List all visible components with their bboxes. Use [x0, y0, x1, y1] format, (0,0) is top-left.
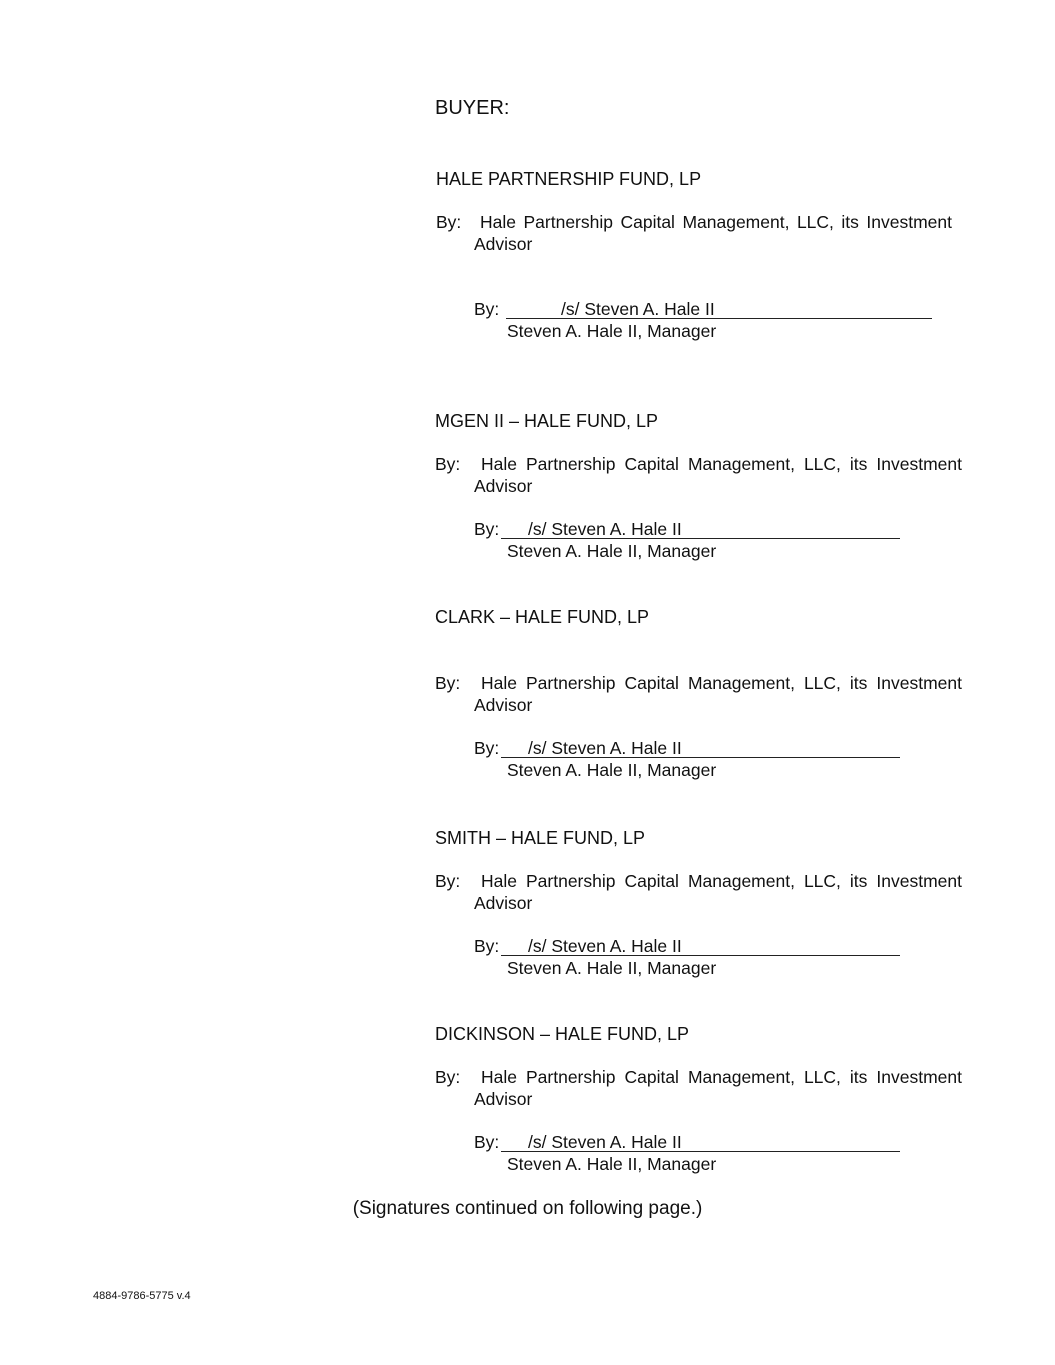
signature-by-label: By: — [474, 299, 500, 319]
fund-name: HALE PARTNERSHIP FUND, LP — [436, 169, 702, 189]
buyer-label: BUYER: — [435, 97, 510, 119]
signer-name: Steven A. Hale II, Manager — [507, 321, 717, 341]
by-label: By: — [435, 454, 461, 474]
advisor-text: Hale Partnership Capital Management, LLC, its Investment — [481, 871, 962, 891]
signature-by-label: By: — [474, 519, 500, 539]
signer-name: Steven A. Hale II, Manager — [507, 958, 717, 978]
fund-name: CLARK – HALE FUND, LP — [435, 607, 650, 627]
fund-name: SMITH – HALE FUND, LP — [435, 828, 646, 848]
advisor-text-cont: Advisor — [474, 893, 533, 913]
continued-note: (Signatures continued on following page.) — [352, 1198, 703, 1219]
signature: /s/ Steven A. Hale II — [561, 299, 715, 319]
document-id: 4884-9786-5775 v.4 — [93, 1290, 191, 1302]
advisor-text: Hale Partnership Capital Management, LLC, its Investment — [481, 454, 962, 474]
advisor-text: Hale Partnership Capital Management, LLC, its Investment — [481, 1067, 962, 1087]
by-label: By: — [436, 212, 462, 232]
signer-name: Steven A. Hale II, Manager — [507, 1154, 717, 1174]
by-label: By: — [435, 673, 461, 693]
signature: /s/ Steven A. Hale II — [528, 936, 682, 956]
signature-by-label: By: — [474, 738, 500, 758]
advisor-text-cont: Advisor — [474, 234, 533, 254]
advisor-text-cont: Advisor — [474, 695, 533, 715]
signer-name: Steven A. Hale II, Manager — [507, 541, 717, 561]
signature: /s/ Steven A. Hale II — [528, 1132, 682, 1152]
signer-name: Steven A. Hale II, Manager — [507, 760, 717, 780]
fund-name: MGEN II – HALE FUND, LP — [435, 411, 659, 431]
by-label: By: — [435, 1067, 461, 1087]
advisor-text-cont: Advisor — [474, 476, 533, 496]
advisor-text: Hale Partnership Capital Management, LLC, its Investment — [481, 673, 962, 693]
signature: /s/ Steven A. Hale II — [528, 738, 682, 758]
fund-name: DICKINSON – HALE FUND, LP — [435, 1024, 690, 1044]
signature: /s/ Steven A. Hale II — [528, 519, 682, 539]
signature-by-label: By: — [474, 1132, 500, 1152]
advisor-text-cont: Advisor — [474, 1089, 533, 1109]
advisor-text: Hale Partnership Capital Management, LLC, its Investment — [480, 212, 952, 232]
signature-by-label: By: — [474, 936, 500, 956]
by-label: By: — [435, 871, 461, 891]
